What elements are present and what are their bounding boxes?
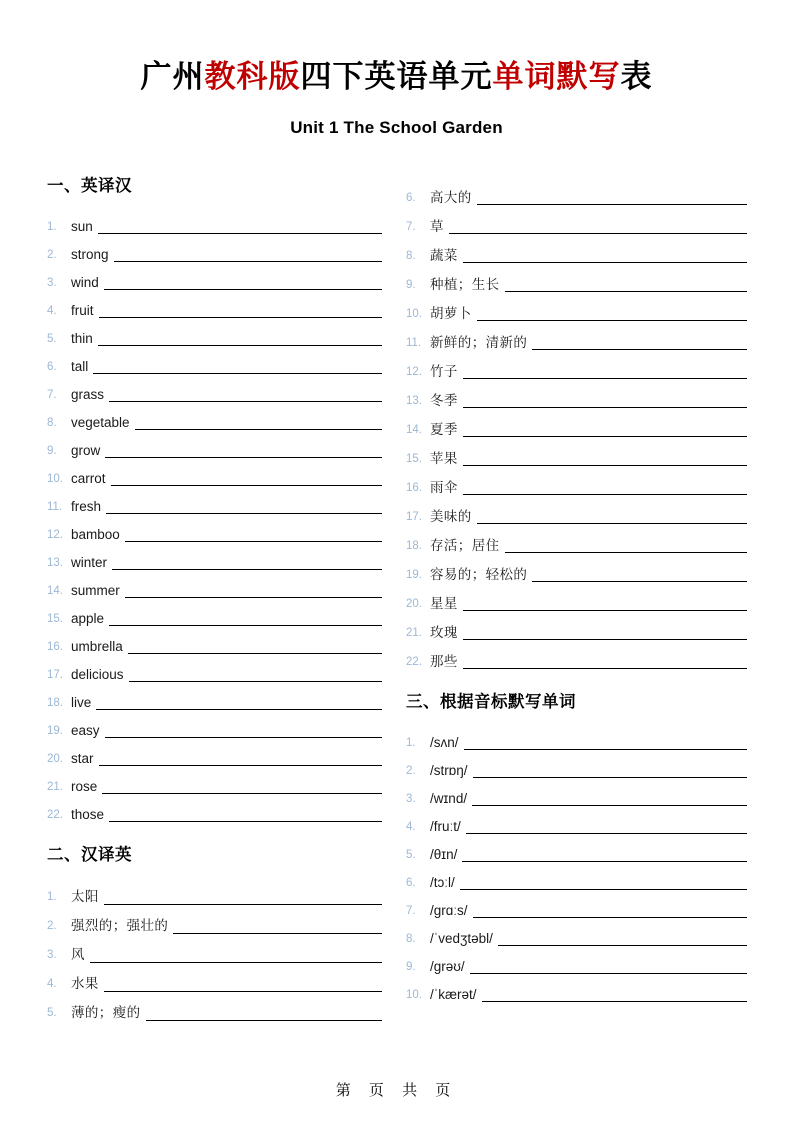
item-number: 5. [47, 1007, 57, 1020]
list-item [47, 486, 382, 514]
answer-blank-line[interactable] [462, 848, 747, 862]
item-number: 6. [406, 191, 416, 204]
item-number: 11. [406, 336, 422, 349]
left-column [0, 176, 396, 1021]
answer-blank-line[interactable] [477, 307, 747, 321]
cn-to-en-list-part1 [47, 876, 382, 1021]
item-term: 水果 [71, 976, 99, 992]
item-term: delicious [71, 666, 124, 682]
item-term: 美味的 [430, 508, 472, 524]
list-item [47, 542, 382, 570]
answer-blank-line[interactable] [463, 626, 747, 640]
answer-blank-line[interactable] [128, 640, 382, 654]
title-part-1: 广州 [140, 59, 205, 94]
item-number: 9. [406, 960, 416, 973]
list-item [47, 682, 382, 710]
answer-blank-line[interactable] [104, 978, 382, 992]
answer-blank-line[interactable] [129, 668, 382, 682]
item-number: 13. [47, 556, 63, 569]
answer-blank-line[interactable] [125, 528, 382, 542]
item-term: /θɪn/ [430, 846, 458, 862]
item-number: 12. [406, 365, 422, 378]
list-item [47, 626, 382, 654]
list-item [406, 176, 747, 205]
item-number: 8. [406, 932, 416, 945]
title-part-4: 单词默写 [492, 59, 621, 94]
answer-blank-line[interactable] [460, 876, 747, 890]
item-term: bamboo [71, 526, 120, 542]
item-number: 3. [406, 792, 416, 805]
list-item [47, 402, 382, 430]
list-item [406, 437, 747, 466]
item-number: 17. [47, 668, 63, 681]
item-term: 竹子 [430, 363, 458, 379]
item-term: 玫瑰 [430, 624, 458, 640]
item-number: 1. [47, 220, 57, 233]
en-to-cn-list [47, 206, 382, 822]
list-item [47, 794, 382, 822]
item-number: 4. [47, 304, 57, 317]
list-item [406, 640, 747, 669]
list-item [47, 710, 382, 738]
cn-to-en-list-part2 [406, 176, 747, 669]
item-term: 太阳 [71, 889, 99, 905]
item-term: vegetable [71, 414, 130, 430]
item-number: 20. [47, 752, 63, 765]
answer-blank-line[interactable] [463, 249, 747, 263]
item-term: grass [71, 386, 105, 402]
list-item [406, 890, 747, 918]
answer-blank-line[interactable] [109, 808, 382, 822]
answer-blank-line[interactable] [99, 304, 382, 318]
list-item [47, 992, 382, 1021]
item-term: sun [71, 218, 93, 234]
list-item [47, 458, 382, 486]
item-term: 强烈的；强壮的 [71, 918, 169, 934]
item-number: 15. [47, 612, 63, 625]
item-term: /fruːt/ [430, 818, 461, 834]
list-item [406, 321, 747, 350]
item-term: 高大的 [430, 189, 472, 205]
two-column-body [0, 176, 793, 1021]
item-term: fresh [71, 498, 102, 514]
item-term: 胡萝卜 [430, 305, 472, 321]
section-heading-ipa-dictation: 三、根据音标默写单词 [406, 693, 576, 711]
answer-blank-line[interactable] [105, 724, 382, 738]
item-term: star [71, 750, 94, 766]
answer-blank-line[interactable] [477, 510, 747, 524]
item-number: 4. [406, 820, 416, 833]
answer-blank-line[interactable] [111, 472, 382, 486]
answer-blank-line[interactable] [472, 792, 747, 806]
list-item [47, 346, 382, 374]
item-term: /ˈvedʒtəbl/ [430, 930, 493, 946]
item-number: 2. [47, 248, 57, 261]
answer-blank-line[interactable] [463, 481, 747, 495]
item-term: winter [71, 554, 108, 570]
answer-blank-line[interactable] [102, 780, 382, 794]
answer-blank-line[interactable] [463, 655, 747, 669]
title-part-3: 四下英语单元 [300, 59, 493, 94]
item-term: 冬季 [430, 392, 458, 408]
item-term: 薄的；瘦的 [71, 1005, 141, 1021]
item-number: 7. [47, 388, 57, 401]
item-number: 22. [406, 655, 422, 668]
item-number: 21. [47, 780, 63, 793]
item-number: 1. [47, 891, 57, 904]
list-item [406, 205, 747, 234]
item-term: 雨伞 [430, 479, 458, 495]
answer-blank-line[interactable] [104, 276, 382, 290]
item-number: 9. [47, 444, 57, 457]
answer-blank-line[interactable] [106, 500, 382, 514]
page-title [0, 0, 793, 97]
item-number: 2. [406, 764, 416, 777]
item-number: 7. [406, 220, 416, 233]
item-term: those [71, 806, 105, 822]
list-item [47, 206, 382, 234]
item-term: 夏季 [430, 421, 458, 437]
item-number: 14. [406, 423, 422, 436]
item-number: 16. [47, 640, 63, 653]
item-number: 18. [47, 696, 63, 709]
item-term: easy [71, 722, 100, 738]
answer-blank-line[interactable] [505, 539, 748, 553]
item-number: 17. [406, 510, 422, 523]
item-term: 星星 [430, 595, 458, 611]
item-number: 20. [406, 597, 422, 610]
list-item [406, 778, 747, 806]
list-item [47, 934, 382, 963]
list-item [406, 408, 747, 437]
item-term: 那些 [430, 653, 458, 669]
item-number: 6. [47, 360, 57, 373]
item-number: 9. [406, 278, 416, 291]
list-item [406, 862, 747, 890]
list-item [406, 553, 747, 582]
item-term: strong [71, 246, 109, 262]
list-item [47, 654, 382, 682]
item-term: grow [71, 442, 101, 458]
section-heading-cn-to-en: 二、汉译英 [47, 846, 132, 865]
list-item [47, 318, 382, 346]
item-term: rose [71, 778, 98, 794]
list-item [406, 379, 747, 408]
answer-blank-line[interactable] [463, 365, 747, 379]
item-term: 存活；居住 [430, 537, 500, 553]
item-number: 19. [406, 568, 422, 581]
answer-blank-line[interactable] [463, 597, 747, 611]
item-number: 3. [47, 949, 57, 962]
item-term: fruit [71, 302, 94, 318]
item-number: 5. [47, 332, 57, 345]
section-heading-en-to-cn: 一、英译汉 [47, 177, 132, 195]
answer-blank-line[interactable] [90, 949, 382, 963]
item-term: live [71, 694, 92, 710]
item-number: 11. [47, 500, 63, 513]
list-item [406, 946, 747, 974]
item-term: 风 [71, 947, 85, 963]
item-number: 21. [406, 626, 422, 639]
answer-blank-line[interactable] [112, 556, 382, 570]
list-item [406, 292, 747, 321]
item-number: 4. [47, 978, 57, 991]
answer-blank-line[interactable] [98, 332, 382, 346]
answer-blank-line[interactable] [105, 444, 382, 458]
list-item [47, 290, 382, 318]
list-item [47, 876, 382, 905]
title-part-2: 教科版 [204, 59, 301, 94]
item-number: 16. [406, 481, 422, 494]
item-number: 10. [47, 472, 63, 485]
list-item [406, 806, 747, 834]
item-term: 蔬菜 [430, 247, 458, 263]
item-term: /tɔːl/ [430, 874, 455, 890]
item-number: 1. [406, 736, 416, 749]
answer-blank-line[interactable] [125, 584, 382, 598]
item-number: 5. [406, 848, 416, 861]
item-number: 12. [47, 528, 63, 541]
item-term: /sʌn/ [430, 734, 459, 750]
list-item [406, 750, 747, 778]
answer-blank-line[interactable] [463, 394, 747, 408]
list-item [406, 611, 747, 640]
item-number: 15. [406, 452, 422, 465]
answer-blank-line[interactable] [473, 904, 747, 918]
answer-blank-line[interactable] [466, 820, 747, 834]
answer-blank-line[interactable] [96, 696, 382, 710]
list-item [406, 234, 747, 263]
answer-blank-line[interactable] [109, 388, 382, 402]
list-item [406, 524, 747, 553]
answer-blank-line[interactable] [463, 452, 747, 466]
answer-blank-line[interactable] [135, 416, 382, 430]
answer-blank-line[interactable] [146, 1007, 383, 1021]
title-part-5: 表 [620, 59, 653, 94]
list-item [406, 582, 747, 611]
item-number: 8. [47, 416, 57, 429]
item-number: 10. [406, 988, 422, 1001]
answer-blank-line[interactable] [114, 248, 382, 262]
list-item [47, 234, 382, 262]
item-number: 13. [406, 394, 422, 407]
answer-blank-line[interactable] [477, 191, 747, 205]
item-number: 3. [47, 276, 57, 289]
answer-blank-line[interactable] [532, 568, 747, 582]
item-term: tall [71, 358, 89, 374]
item-term: carrot [71, 470, 106, 486]
list-item [406, 974, 747, 1002]
answer-blank-line[interactable] [104, 891, 382, 905]
list-item [406, 466, 747, 495]
item-number: 22. [47, 808, 63, 821]
list-item [47, 905, 382, 934]
list-item [406, 722, 747, 750]
list-item [406, 918, 747, 946]
item-term: wind [71, 274, 99, 290]
list-item [47, 766, 382, 794]
list-item [47, 963, 382, 992]
item-number: 8. [406, 249, 416, 262]
list-item [406, 834, 747, 862]
item-number: 19. [47, 724, 63, 737]
item-term: umbrella [71, 638, 123, 654]
item-term: apple [71, 610, 105, 626]
answer-blank-line[interactable] [99, 752, 382, 766]
item-number: 6. [406, 876, 416, 889]
answer-blank-line[interactable] [482, 988, 747, 1002]
list-item [47, 570, 382, 598]
unit-subtitle: Unit 1 The School Garden [290, 117, 503, 137]
answer-blank-line[interactable] [464, 736, 747, 750]
answer-blank-line[interactable] [532, 336, 747, 350]
right-column [396, 176, 793, 1002]
item-number: 2. [47, 920, 57, 933]
item-term: 新鲜的；清新的 [430, 334, 528, 350]
list-item [47, 374, 382, 402]
list-item [406, 495, 747, 524]
item-term: 容易的；轻松的 [430, 566, 528, 582]
item-term: 苹果 [430, 450, 458, 466]
answer-blank-line[interactable] [505, 278, 748, 292]
ipa-dictation-list [406, 722, 747, 1002]
item-number: 10. [406, 307, 422, 320]
answer-blank-line[interactable] [98, 220, 382, 234]
answer-blank-line[interactable] [109, 612, 382, 626]
list-item [406, 263, 747, 292]
item-term: /strɒŋ/ [430, 762, 468, 778]
item-term: 草 [430, 218, 444, 234]
answer-blank-line[interactable] [463, 423, 747, 437]
item-term: summer [71, 582, 120, 598]
item-term: /ˈkærət/ [430, 986, 477, 1002]
list-item [47, 738, 382, 766]
item-number: 14. [47, 584, 63, 597]
item-number: 18. [406, 539, 422, 552]
item-number: 7. [406, 904, 416, 917]
answer-blank-line[interactable] [470, 960, 747, 974]
item-term: thin [71, 330, 93, 346]
list-item [47, 430, 382, 458]
list-item [47, 598, 382, 626]
answer-blank-line[interactable] [449, 220, 747, 234]
answer-blank-line[interactable] [473, 764, 747, 778]
answer-blank-line[interactable] [93, 360, 382, 374]
list-item [406, 350, 747, 379]
answer-blank-line[interactable] [173, 920, 382, 934]
item-term: /grəʊ/ [430, 958, 465, 974]
item-term: /wɪnd/ [430, 790, 468, 806]
list-item [47, 262, 382, 290]
answer-blank-line[interactable] [498, 932, 747, 946]
list-item [47, 514, 382, 542]
page-footer: 第 页 共 页 [335, 1082, 458, 1099]
item-term: 种植；生长 [430, 276, 500, 292]
item-term: /grɑːs/ [430, 902, 468, 918]
